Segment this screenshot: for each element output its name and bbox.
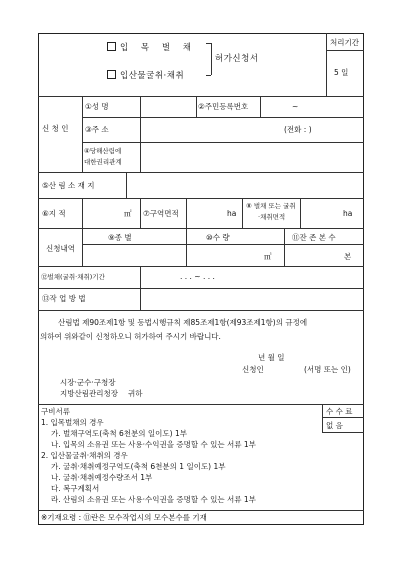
- title-bracket: [206, 75, 211, 76]
- period-dates: . . . ~ . . .: [180, 272, 215, 281]
- document-item: 2. 입산물굴취·채취의 경우: [41, 451, 128, 460]
- applicant-section-label: 신 청 인: [42, 124, 69, 133]
- zone-area-unit: ha: [227, 209, 237, 218]
- parcel-unit: ㎡: [124, 209, 132, 218]
- document-item: 가. 벌채구역도(축척 6천분의 일이도) 1부: [51, 429, 187, 438]
- form-title-suffix: 허가신청서: [215, 54, 259, 64]
- processing-period-value: 5 일: [334, 68, 349, 77]
- phone-label: (전화 : ): [284, 125, 312, 134]
- work-method-label: ⑬작 업 방 법: [42, 294, 86, 303]
- remaining-count-unit: 본: [344, 252, 352, 261]
- column-divider: [126, 172, 127, 198]
- column-divider: [82, 198, 83, 228]
- zone-area-label: ⑦구역면적: [143, 209, 179, 218]
- title-bracket: [211, 43, 212, 75]
- column-divider: [300, 198, 301, 228]
- row-divider: [322, 417, 364, 418]
- parcel-label: ⑥지 적: [42, 209, 66, 218]
- column-divider: [284, 228, 285, 266]
- column-divider: [140, 288, 141, 310]
- column-divider: [140, 96, 141, 172]
- title-option-digging: 입산물굴취·채취: [107, 70, 184, 81]
- column-divider: [242, 198, 243, 228]
- column-divider: [322, 404, 323, 432]
- column-divider: [140, 198, 141, 228]
- addressee-suffix: 귀하: [128, 389, 143, 398]
- column-divider: [82, 228, 83, 266]
- row-divider: [38, 266, 364, 267]
- document-item: 나. 굴취·채취예정수량조서 1부: [51, 473, 153, 482]
- address-label: ③주 소: [85, 125, 109, 134]
- column-divider: [186, 198, 187, 228]
- row-divider: [38, 310, 364, 311]
- felling-area-label: ·채취면적: [258, 213, 286, 221]
- name-label: ①성 명: [85, 102, 109, 111]
- column-divider: [186, 228, 187, 266]
- statement-line: 의하여 위와같이 신청하오니 허가하여 주시기 바랍니다.: [40, 332, 221, 341]
- species-label: ⑨종 별: [108, 233, 132, 242]
- row-divider: [38, 172, 364, 173]
- column-divider: [196, 96, 197, 117]
- rrn-label: ②주민등록번호: [198, 102, 249, 111]
- statement-line: 산림법 제90조제1항 및 동법시행규칙 제85조제1항(제93조제1항)의 규정에: [58, 318, 308, 327]
- felling-area-label: ⑧ 벌채 또는 굴취: [246, 202, 296, 210]
- document-item: 가. 굴취·채취예정구역도(축척 6천분의 1 일이도) 1부: [51, 462, 226, 471]
- felling-area-unit: ha: [343, 209, 353, 218]
- applicant-signature-label: 신청인: [242, 365, 264, 374]
- title-option-felling: 입 목 벌 채: [107, 42, 196, 53]
- column-divider: [260, 96, 261, 117]
- row-divider: [322, 432, 364, 433]
- addressee: 지방산림관리청장: [60, 389, 118, 398]
- document-item: 라. 산림의 소유권 또는 사용·수익권을 증명할 수 있는 서류 1부: [51, 495, 256, 504]
- fee-value: 없 음: [326, 421, 343, 430]
- period-label: ⑫벌채(굴취·채취)기간: [41, 273, 105, 281]
- column-divider: [82, 96, 83, 172]
- quantity-unit: ㎥: [264, 252, 272, 261]
- document-item: 나. 입목의 소유권 또는 사용·수익권을 증명할 수 있는 서류 1부: [51, 440, 256, 449]
- row-divider: [38, 228, 364, 229]
- title-bracket: [206, 43, 211, 44]
- row-divider: [82, 244, 364, 245]
- signature-or-seal: (서명 또는 인): [304, 365, 351, 374]
- required-documents-heading: 구비서류: [41, 407, 70, 416]
- remaining-count-label: ⑪잔 존 본 수: [292, 233, 336, 242]
- row-divider: [38, 404, 364, 405]
- checkbox-digging[interactable]: [107, 70, 116, 79]
- document-item: 다. 복구계획서: [51, 484, 100, 493]
- row-divider: [38, 510, 364, 511]
- processing-period-label: 처리기간: [330, 38, 359, 47]
- column-divider: [326, 33, 327, 96]
- rights-relation-label: ④당해산림에: [84, 147, 122, 155]
- row-divider: [38, 96, 364, 97]
- application-date: 년 월 일: [258, 353, 285, 362]
- application-details-label: 신청내역: [46, 244, 75, 253]
- column-divider: [140, 266, 141, 288]
- rights-relation-label: 대한권리관계: [84, 158, 122, 166]
- row-divider: [38, 288, 364, 289]
- checkbox-felling[interactable]: [107, 42, 116, 51]
- row-divider: [326, 50, 364, 51]
- addressee: 시장·군수·구청장: [60, 378, 116, 387]
- row-divider: [82, 142, 364, 143]
- writing-instructions-note: ※기재요령 : ⑪란은 모수작업시의 모수본수를 기재: [41, 513, 207, 522]
- document-item: 1. 입목벌채의 경우: [41, 418, 104, 427]
- row-divider: [38, 198, 364, 199]
- quantity-label: ⑩수 량: [206, 233, 230, 242]
- row-divider: [82, 117, 364, 118]
- forest-location-label: ⑤산 림 소 재 지: [42, 181, 95, 190]
- rrn-separator: ~: [292, 102, 299, 111]
- fee-label: 수 수 료: [326, 407, 353, 416]
